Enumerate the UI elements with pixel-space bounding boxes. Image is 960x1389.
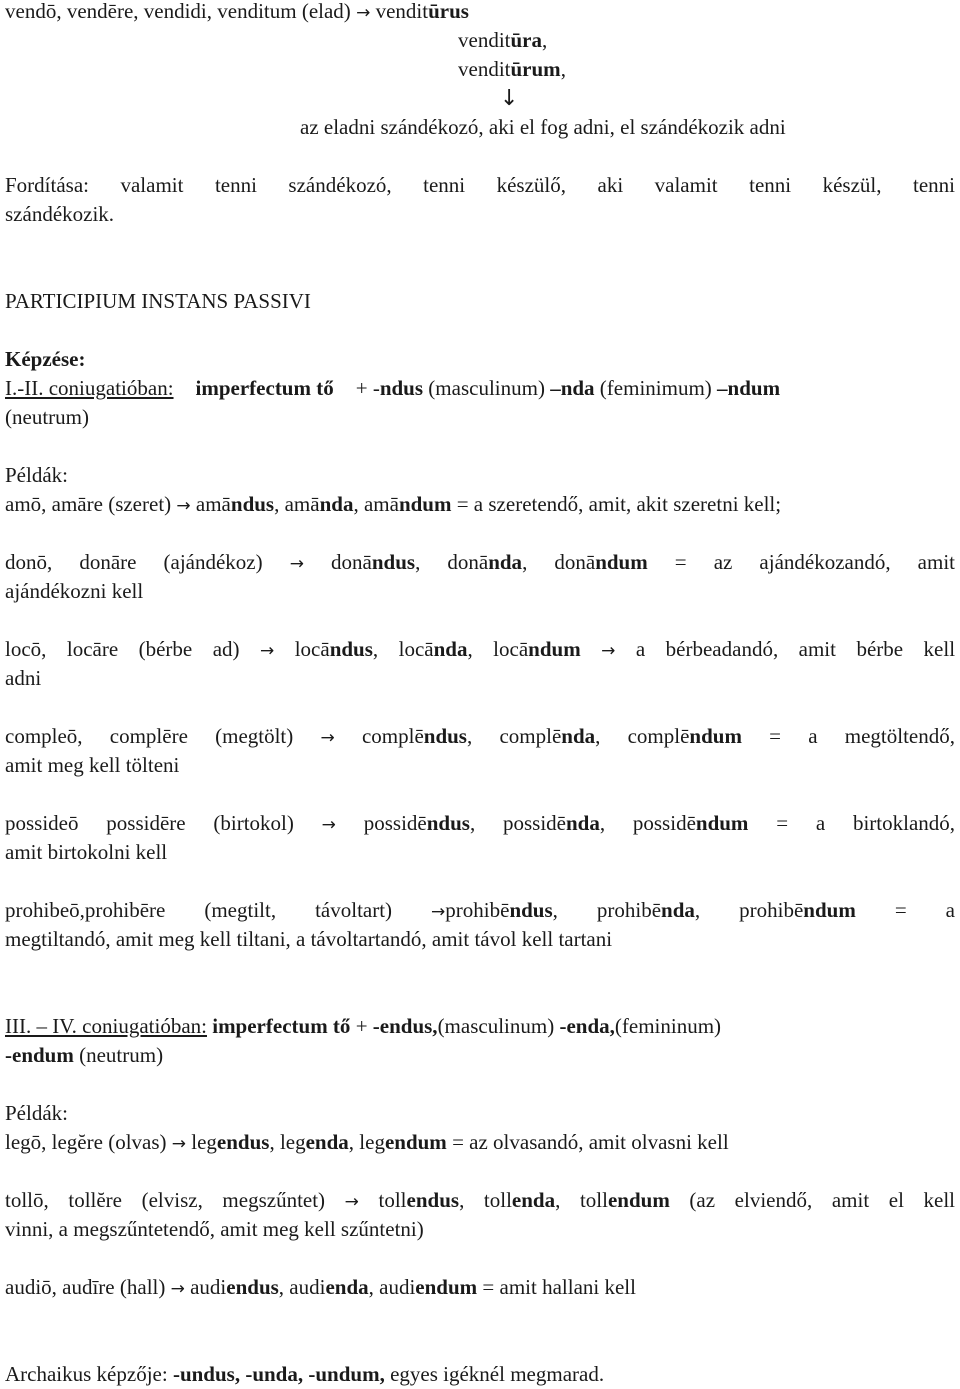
archaic-note: Archaikus képzője: -undus, -unda, -undum, egyes igéknél megmarad. [5, 1362, 605, 1386]
arrow-right-icon: → [289, 554, 304, 574]
formation-rule-neutrum: (neutrum) [5, 405, 89, 429]
arrow-right-icon: → [356, 3, 371, 23]
example-lego: legō, legĕre (olvas) → legendus, legenda, legendum = az olvasandó, amit olvasni kell [5, 1130, 729, 1154]
example-audio: audiō, audīre (hall) → audiendus, audienda, audiendum = amit hallani kell [5, 1275, 636, 1299]
example-tollo: tollō, tollĕre (elvisz, megszűntet) → tollendus, tollenda, tollendum (az elviendő, amit el kell [5, 1188, 955, 1212]
arrow-right-icon: → [344, 1192, 359, 1212]
header-meaning: az eladni szándékozó, aki el fog adni, el szándékozik adni [300, 115, 786, 139]
translation-line-2: szándékozik. [5, 202, 115, 226]
arrow-right-icon: → [176, 496, 191, 516]
formation-rule: I.-II. coniugatióban: imperfectum tő + -ndus (masculinum) –nda (feminimum) –ndum [5, 376, 781, 400]
header-line-1: vendō, vendēre, vendidi, venditum (elad) → venditūrus [5, 0, 469, 23]
header-line-2: venditūra, [458, 28, 548, 52]
arrow-right-icon: → [431, 902, 446, 922]
translation-line-1: Fordítása: valamit tenni szándékozó, tenni készülő, aki valamit tenni készül, tenni [5, 173, 955, 197]
example-dono-line-2: ajándékozni kell [5, 579, 144, 603]
example-prohibeo: prohibeō,prohibēre (megtilt, távoltart) →prohibēndus, prohibēnda, prohibēndum = a [5, 898, 955, 922]
arrow-right-icon: → [170, 1279, 185, 1299]
formation-heading: Képzése: [5, 347, 86, 371]
example-possideo-line-2: amit birtokolni kell [5, 840, 168, 864]
example-tollo-line-2: vinni, a megszűntetendő, amit meg kell szűntetni) [5, 1217, 424, 1241]
examples-heading: Példák: [5, 463, 68, 487]
example-dono: donō, donāre (ajándékoz) → donāndus, donānda, donāndum = az ajándékozandó, amit [5, 550, 955, 574]
example-prohibeo-line-2: megtiltandó, amit meg kell tiltani, a távoltartandó, amit távol kell tartani [5, 927, 613, 951]
arrow-right-icon: → [171, 1134, 187, 1154]
arrow-right-icon: → [321, 815, 336, 835]
example-compleo-line-2: amit meg kell tölteni [5, 753, 180, 777]
example-possideo: possideō possidēre (birtokol) → possidēndus, possidēnda, possidēndum = a birtoklandó, [5, 811, 956, 835]
example-loco-line-2: adni [5, 666, 42, 690]
formation2-rule: III. – IV. coniugatióban: imperfectum tő + -endus,(masculinum) -enda,(femininum) [5, 1014, 722, 1038]
example-loco: locō, locāre (bérbe ad) → locāndus, locānda, locāndum → a bérbeadandó, amit bérbe kell [5, 637, 956, 661]
example-compleo: compleō, complēre (megtölt) → complēndus, complēnda, complēndum = a megtöltendő, [5, 724, 955, 748]
arrow-right-icon: → [259, 641, 275, 661]
header-line-3: venditūrum, [458, 57, 566, 81]
formation2-rule-neutrum: -endum (neutrum) [5, 1043, 164, 1067]
examples2-heading: Példák: [5, 1101, 68, 1125]
arrow-down-icon: ↓ [500, 86, 519, 111]
section-title: PARTICIPIUM INSTANS PASSIVI [5, 289, 311, 313]
arrow-right-icon: → [320, 728, 335, 748]
arrow-right-icon: → [601, 641, 616, 661]
example-amo: amō, amāre (szeret) → amāndus, amānda, amāndum = a szeretendő, amit, akit szeretni kell; [5, 492, 782, 516]
